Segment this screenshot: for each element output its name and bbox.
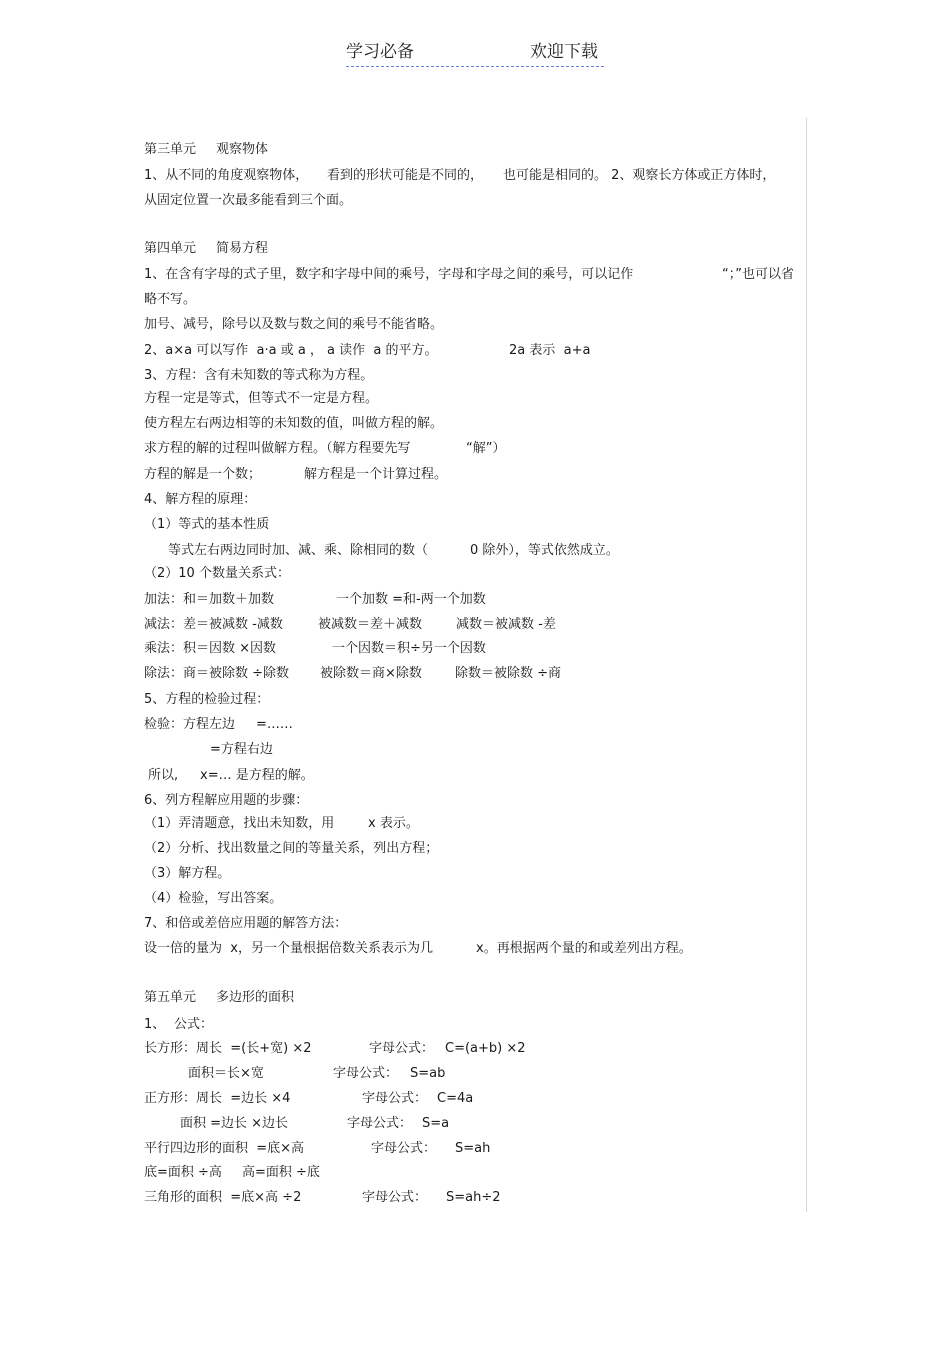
text-segment: “解”）	[466, 441, 506, 456]
header-right-text: 欢迎下载	[530, 42, 598, 62]
text-segment: 1、在含有字母的式子里，数字和字母中间的乘号，字母和字母之间的乘号，可以记作	[144, 267, 634, 282]
text-segment: =方程右边	[210, 742, 273, 757]
text-segment: 第五单元	[144, 990, 197, 1005]
text-segment: 4、解方程的原理：	[144, 492, 257, 507]
text-segment: x=… 是方程的解。	[200, 768, 314, 783]
text-segment: 从固定位置一次最多能看到三个面。	[144, 193, 353, 208]
text-segment: 平行四边形的面积 =底×高	[144, 1141, 305, 1156]
text-segment: 1、从不同的角度观察物体，	[144, 168, 309, 183]
text-segment: 6、列方程解应用题的步骤：	[144, 793, 309, 808]
text-segment: 第四单元	[144, 241, 197, 256]
text-segment: 面积＝长×宽	[188, 1066, 264, 1081]
text-segment: 检验：方程左边	[144, 717, 236, 732]
text-segment: C=4a	[437, 1091, 474, 1106]
text-segment: 第三单元	[144, 142, 197, 157]
text-segment: 加号、减号，除号以及数与数之间的乘号不能省略。	[144, 317, 444, 332]
page-header	[346, 40, 604, 67]
text-segment: 等式左右两边同时加、减、乘、除相同的数（	[168, 543, 429, 558]
text-segment: 字母公式：	[362, 1091, 428, 1106]
text-segment: （3）解方程。	[144, 866, 231, 881]
text-segment: “；”也可以省	[722, 267, 794, 282]
text-segment: 字母公式：	[362, 1190, 428, 1205]
text-segment: S=a	[422, 1116, 450, 1131]
text-segment: 看到的形状可能是不同的，	[327, 168, 484, 183]
text-segment: x 表示。	[368, 816, 419, 831]
text-segment: 面积 =边长 ×边长	[180, 1116, 289, 1131]
text-segment: 被除数＝商×除数	[320, 666, 422, 681]
text-segment: 底=面积 ÷高	[144, 1165, 222, 1180]
text-segment: 2a 表示 a+a	[509, 343, 591, 358]
text-segment: 减法：差＝被减数 -减数	[144, 617, 283, 632]
text-segment: 高=面积 ÷底	[242, 1165, 320, 1180]
text-segment: 加法：和＝加数＋加数	[144, 592, 275, 607]
text-segment: 被减数＝差＋减数	[318, 617, 423, 632]
text-segment: 字母公式：	[347, 1116, 413, 1131]
text-segment: 方程一定是等式，但等式不一定是方程。	[144, 391, 379, 406]
text-segment: 设一倍的量为 x，另一个量根据倍数关系表示为几	[144, 941, 433, 956]
text-segment: S=ah÷2	[446, 1190, 501, 1205]
text-segment: 一个加数 =和-两一个加数	[336, 592, 486, 607]
text-segment: x。再根据两个量的和或差列出方程。	[476, 941, 692, 956]
text-segment: 观察物体	[216, 142, 269, 157]
text-segment: S=ah	[455, 1141, 491, 1156]
text-segment: 方程的解是一个数；	[144, 467, 262, 482]
text-segment: 7、和倍或差倍应用题的解答方法：	[144, 916, 348, 931]
text-segment: （2）分析、找出数量之间的等量关系，列出方程；	[144, 841, 439, 856]
text-segment: 求方程的解的过程叫做解方程。（解方程要先写	[144, 441, 411, 456]
text-segment: 也可能是相同的。 2、观察长方体或正方体时，	[503, 168, 776, 183]
text-segment: =……	[256, 717, 293, 732]
text-segment: 字母公式：	[371, 1141, 437, 1156]
text-segment: 正方形：周长 =边长 ×4	[144, 1091, 291, 1106]
text-segment: （4）检验，写出答案。	[144, 891, 283, 906]
text-segment: 字母公式：	[333, 1066, 399, 1081]
text-segment: （1）弄清题意，找出未知数，用	[144, 816, 335, 831]
text-segment: 3、方程：含有未知数的等式称为方程。	[144, 368, 374, 383]
text-segment: （2）10 个数量关系式：	[144, 566, 290, 581]
text-segment: 解方程是一个计算过程。	[304, 467, 448, 482]
text-segment: S=ab	[410, 1066, 446, 1081]
text-segment: 除法：商＝被除数 ÷除数	[144, 666, 290, 681]
page-divider	[806, 118, 807, 1212]
text-segment: 乘法：积＝因数 ×因数	[144, 641, 277, 656]
text-segment: C=(a+b) ×2	[445, 1041, 526, 1056]
text-segment: 使方程左右两边相等的未知数的值，叫做方程的解。	[144, 416, 444, 431]
text-segment: 除数＝被除数 ÷商	[455, 666, 562, 681]
text-segment: 长方形：周长 =(长+宽) ×2	[144, 1041, 312, 1056]
text-segment: 0 除外），等式依然成立。	[470, 543, 619, 558]
text-segment: 2、a×a 可以写作 a·a 或 a ， a 读作 a 的平方。	[144, 343, 438, 358]
text-segment: 1、	[144, 1017, 166, 1032]
text-segment: 略不写。	[144, 292, 197, 307]
text-segment: 减数＝被减数 -差	[456, 617, 556, 632]
text-segment: （1）等式的基本性质	[144, 517, 270, 532]
header-left-text: 学习必备	[346, 42, 414, 62]
text-segment: 三角形的面积 =底×高 ÷2	[144, 1190, 302, 1205]
text-segment: 所以,	[148, 768, 179, 783]
text-segment: 公式：	[174, 1017, 214, 1032]
text-segment: 简易方程	[216, 241, 269, 256]
text-segment: 5、方程的检验过程：	[144, 692, 270, 707]
text-segment: 字母公式：	[369, 1041, 435, 1056]
text-segment: 一个因数＝积÷另一个因数	[332, 641, 486, 656]
text-segment: 多边形的面积	[216, 990, 295, 1005]
